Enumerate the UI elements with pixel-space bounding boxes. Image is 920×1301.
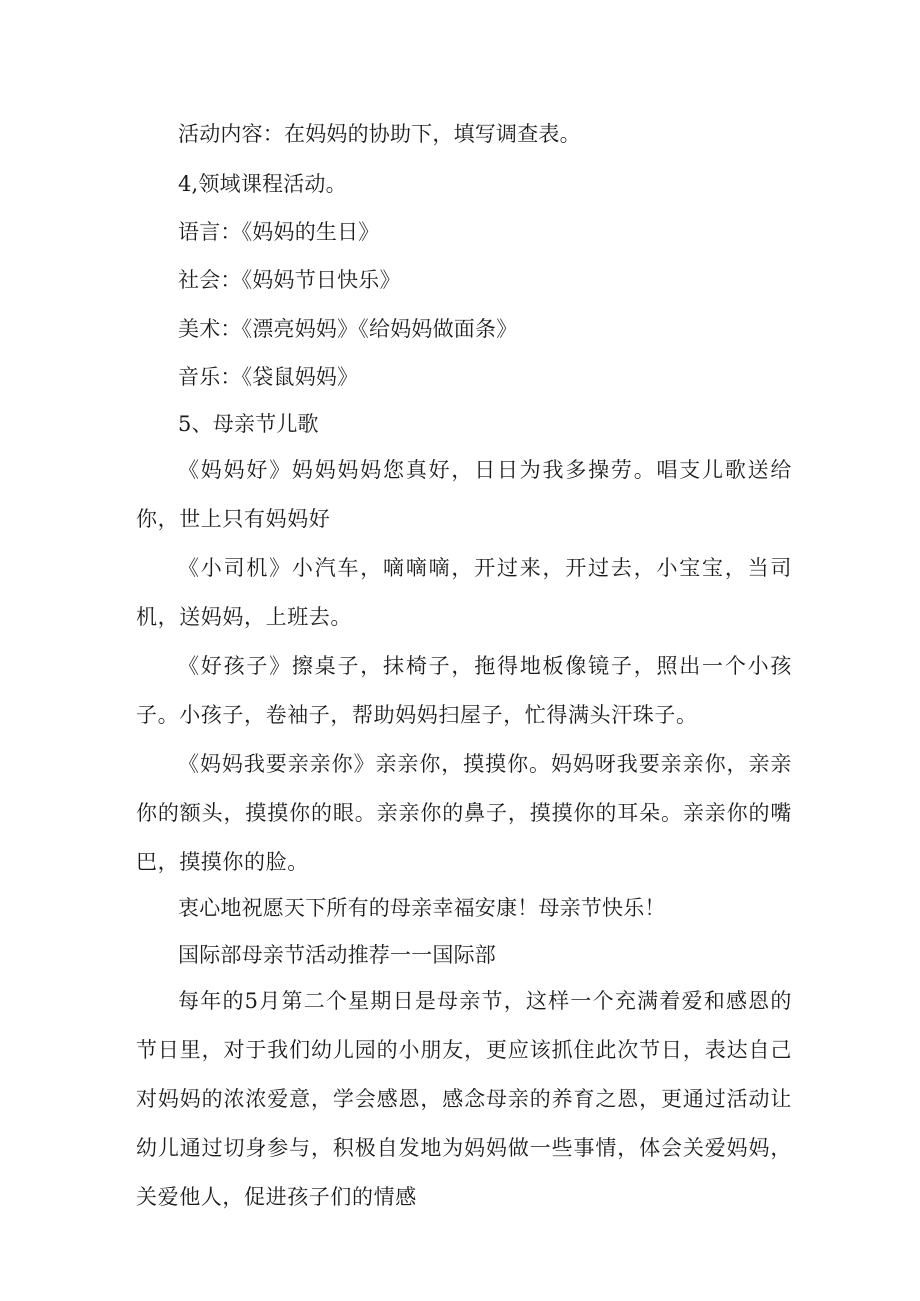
rhyme-kiss-mama: 《妈妈我要亲亲你》亲亲你，摸摸你。妈妈呀我要亲亲你，亲亲你的额头，摸摸你的眼。亲亲你的鼻子，摸摸你的耳朵。亲亲你的嘴巴，摸摸你的脸。: [136, 752, 792, 874]
society-course-line: 社会：《妈妈节日快乐》: [178, 268, 401, 292]
activity-content-line: 活动内容：在妈妈的协助下，填写调查表。: [178, 122, 581, 146]
art-course-line: 美术：《漂亮妈妈》《给妈妈做面条》: [178, 317, 518, 341]
section-5-heading: 5、母亲节儿歌: [178, 412, 319, 436]
section-title: 国际部母亲节活动推荐一一国际部: [178, 943, 496, 967]
rhyme-good-child: 《好孩子》擦桌子，抹椅子，拖得地板像镜子，照出一个小孩子。小孩子，卷袖子，帮助妈妈扫屋子，忙得满头汗珠子。: [136, 654, 792, 727]
wish-line: 衷心地祝愿天下所有的母亲幸福安康！母亲节快乐！: [178, 896, 666, 920]
music-course-line: 音乐：《袋鼠妈妈》: [178, 365, 359, 389]
rhyme-mama-hao: 《妈妈好》妈妈妈妈您真好，日日为我多操劳。唱支儿歌送给你，世上只有妈妈好: [136, 458, 792, 531]
section-4-heading: 4,领域课程活动。: [178, 172, 347, 196]
intro-paragraph: 每年的5月第二个星期日是母亲节，这样一个充满着爱和感恩的节日里，对于我们幼儿园的小朋友，更应该抓住此次节日，表达自己对妈妈的浓浓爱意，学会感恩，感念母亲的养育之恩，更通过活动让幼儿通过切身参与，积极自发地为妈妈做一些事情，体会关爱妈妈，关爱他人，促进孩子们的情感: [136, 989, 792, 1209]
rhyme-little-driver: 《小司机》小汽车，嘀嘀嘀，开过来，开过去，小宝宝，当司机，送妈妈，上班去。: [136, 556, 792, 629]
language-course-line: 语言：《妈妈的生日》: [178, 220, 380, 244]
